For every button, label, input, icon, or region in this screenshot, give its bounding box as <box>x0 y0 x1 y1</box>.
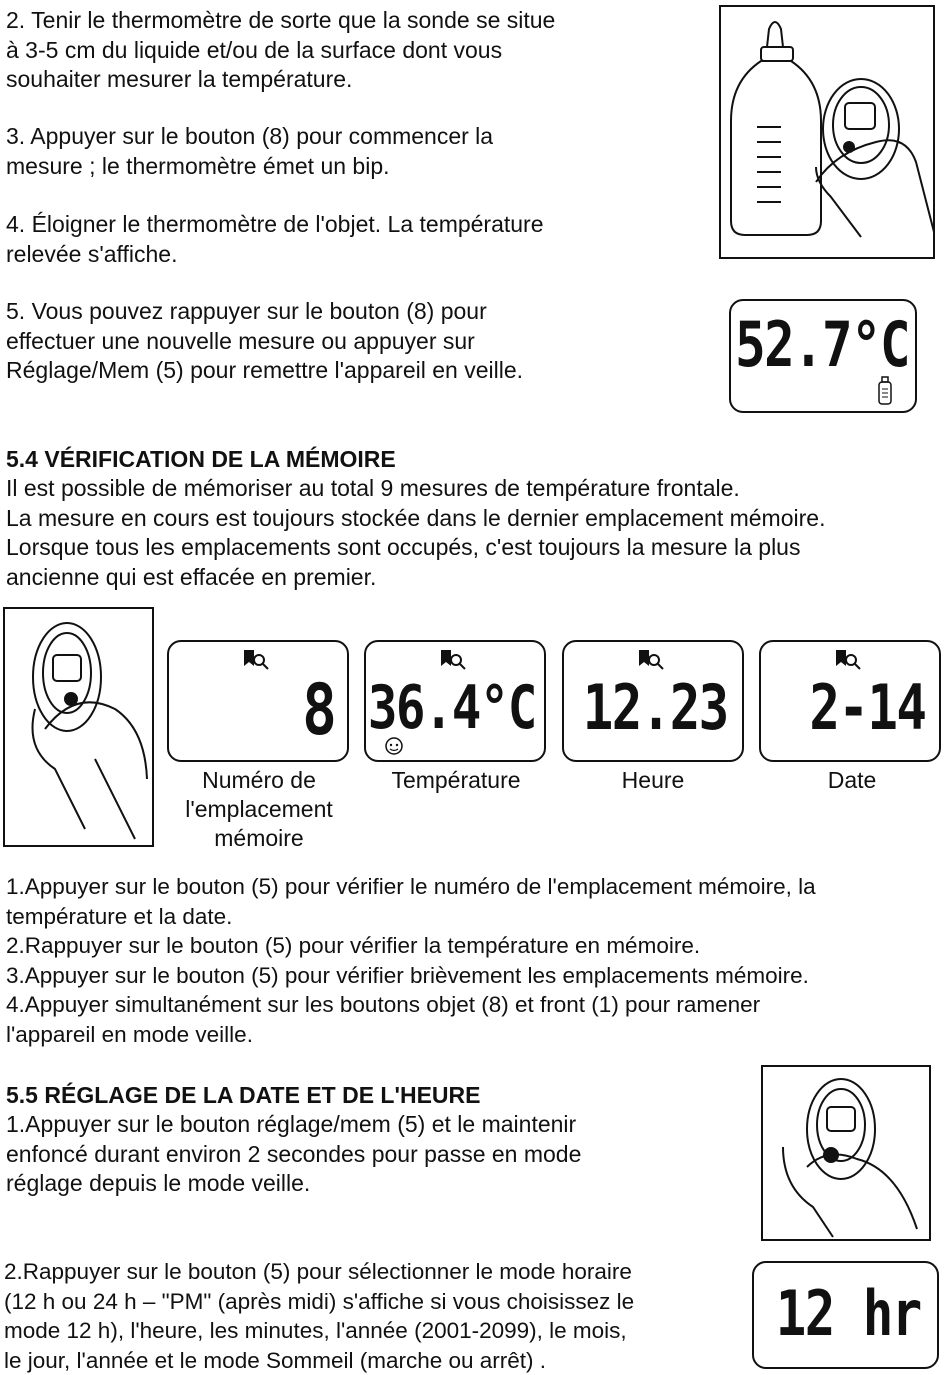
face-icon <box>384 736 404 756</box>
time-mode-value: 12 hr <box>776 1277 921 1350</box>
memory-time-value: 12.23 <box>583 671 728 744</box>
memory-slot-value: 8 <box>302 669 335 751</box>
memory-slot-display <box>167 640 349 762</box>
memory-temperature-caption: Température <box>391 767 521 793</box>
memory-time-display <box>562 640 744 762</box>
bottle-mode-icon <box>877 377 893 405</box>
section-54-intro: Il est possible de mémoriser au total 9 mesures de température frontale. La mesure en cours est toujours stockée dans le dernier emplacement mémoire. Lorsque tous les emplacements sont occupés, c'est toujours la mesure la plus ancienne qui est effacée en premier. <box>6 475 826 590</box>
hand-thermometer-illustration <box>3 607 154 847</box>
bottle-thermometer-illustration <box>719 5 935 259</box>
memory-date-value: 2-14 <box>809 671 925 744</box>
memory-date-caption: Date <box>827 767 877 793</box>
section-55-title: 5.5 RÉGLAGE DE LA DATE ET DE L'HEURE <box>6 1082 481 1108</box>
time-mode-display <box>752 1261 939 1369</box>
section-55-step-2: 2.Rappuyer sur le bouton (5) pour sélectionner le mode horaire (12 h ou 24 h – "PM" (après midi) s'affiche si vous choisissez le mode 12 h), l'heure, les minutes, l'année (2001-2099), le mois, le jour, l'année et le mode Sommeil (marche ou arrêt) . <box>4 1259 635 1373</box>
memory-search-icon <box>834 648 862 672</box>
memory-slot-caption: Numéro de l'emplacement mémoire <box>185 767 333 851</box>
section-54-steps: 1.Appuyer sur le bouton (5) pour vérifier le numéro de l'emplacement mémoire, la température et la date. 2.Rappuyer sur le bouton (5) pour vérifier la température en mémoire. 3.Appuyer sur le bouton (5) pour vérifier brièvement les emplacements mémoire. 4.Appuyer simultanément sur les boutons objet (8) et front (1) pour ramener l'appareil en mode veille. <box>6 874 816 1047</box>
memory-temperature-display <box>364 640 546 762</box>
step-2-text: 2. Tenir le thermomètre de sorte que la sonde se situe à 3-5 cm du liquide et/ou de la surface dont vous souhaiter mesurer la température. <box>6 7 556 92</box>
section-54-title: 5.4 VÉRIFICATION DE LA MÉMOIRE <box>6 446 396 472</box>
object-temperature-value: 52.7°C <box>735 308 909 381</box>
memory-search-icon <box>439 648 467 672</box>
section-55-step-1: 1.Appuyer sur le bouton réglage/mem (5) et le maintenir enfoncé durant environ 2 secondes pour passe en mode réglage depuis le mode veille. <box>6 1111 582 1196</box>
step-3-text: 3. Appuyer sur le bouton (8) pour commencer la mesure ; le thermomètre émet un bip. <box>6 123 494 179</box>
memory-search-icon <box>242 648 270 672</box>
memory-date-display <box>759 640 941 762</box>
step-5-text: 5. Vous pouvez rappuyer sur le bouton (8) pour effectuer une nouvelle mesure ou appuyer sur Réglage/Mem (5) pour remettre l'appareil en veille. <box>6 298 524 383</box>
hand-holding-thermometer-icon <box>5 609 152 845</box>
baby-bottle-icon <box>721 7 933 257</box>
object-temperature-display <box>729 299 917 413</box>
memory-time-caption: Heure <box>621 767 685 793</box>
step-4-text: 4. Éloigner le thermomètre de l'objet. La température relevée s'affiche. <box>6 211 544 267</box>
memory-temperature-value: 36.4°C <box>368 673 536 743</box>
thumb-pressing-button-icon <box>763 1067 929 1239</box>
memory-search-icon <box>637 648 665 672</box>
hand-button-illustration <box>761 1065 931 1241</box>
